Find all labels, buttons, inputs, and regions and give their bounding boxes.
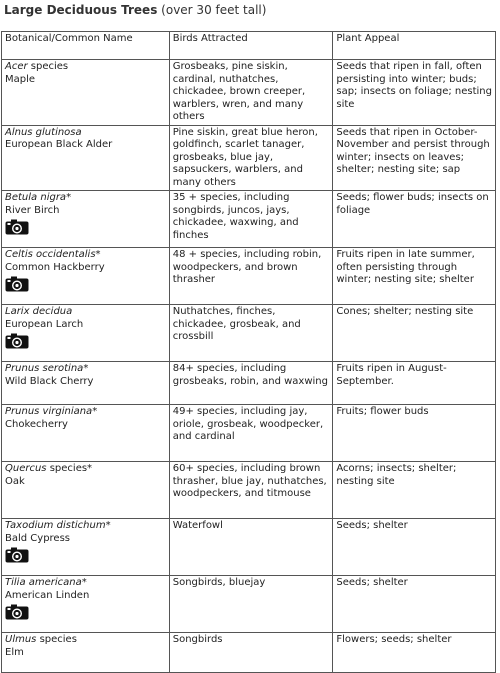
botanical-suffix: species [27,61,69,72]
common-name: European Black Alder [5,139,113,150]
birds-cell: 84+ species, including grosbeaks, robin, and waxwing [169,362,333,405]
botanical-name: Larix decidua [5,306,73,317]
table-row [2,405,496,462]
botanical-name: Ulmus [5,634,37,645]
column-header-name: Botanical/Common Name [2,32,170,60]
camera-icon[interactable] [5,276,29,292]
botanical-suffix: * [66,192,72,203]
appeal-cell: Seeds that ripen in October-November and persist through winter; insects on leaves; shelter; nesting site; sap [333,125,496,191]
column-header-birds: Birds Attracted [169,32,333,60]
name-cell [2,191,170,248]
birds-cell: 35 + species, including songbirds, juncos, jays, chickadee, waxwing, and finches [169,191,333,248]
camera-icon[interactable] [5,333,29,349]
common-name: American Linden [5,589,90,601]
botanical-name: Prunus serotina [5,363,84,374]
botanical-suffix: species* [46,463,93,474]
birds-cell: 60+ species, including brown thrasher, blue jay, nuthatches, woodpeckers, and titmouse [169,462,333,519]
botanical-name: Prunus virginiana [5,406,93,417]
botanical-suffix: * [95,249,101,260]
table-row [2,633,496,673]
birds-cell: Songbirds, bluejay [169,576,333,633]
botanical-suffix: * [105,520,111,531]
botanical-suffix: * [92,406,98,417]
botanical-suffix: * [83,363,89,374]
appeal-cell: Fruits ripen in late summer, often persisting through winter; nesting site; shelter [333,248,496,305]
common-name: Wild Black Cherry [5,375,94,387]
botanical-name: Betula nigra [5,192,67,203]
birds-cell: Waterfowl [169,519,333,576]
table-row [2,519,496,576]
name-cell [2,405,170,462]
name-cell [2,576,170,633]
birds-cell: Songbirds [169,633,333,673]
table-row [2,248,496,305]
birds-cell: 49+ species, including jay, oriole, grosbeak, woodpecker, and cardinal [169,405,333,462]
name-cell [2,248,170,305]
table-row [2,576,496,633]
botanical-name: Alnus glutinosa [5,126,82,138]
name-cell [2,362,170,405]
table-header-row [2,32,496,60]
birds-cell: 48 + species, including robin, woodpeckers, and brown thrasher [169,248,333,305]
camera-icon[interactable] [5,219,29,235]
page-heading [4,3,266,17]
table-row [2,60,496,126]
name-cell [2,125,170,191]
name-cell [2,305,170,362]
botanical-name: Taxodium distichum [5,520,106,531]
table-row [2,125,496,191]
birds-cell: Grosbeaks, pine siskin, cardinal, nuthatches, chickadee, brown creeper, warblers, wren, and many others [169,60,333,126]
appeal-cell: Fruits; flower buds [333,405,496,462]
common-name: River Birch [5,204,60,216]
appeal-cell: Seeds; shelter [333,519,496,576]
birds-cell: Nuthatches, finches, chickadee, grosbeak, and crossbill [169,305,333,362]
common-name: Bald Cypress [5,532,71,544]
camera-icon[interactable] [5,547,29,563]
common-name: Common Hackberry [5,261,105,273]
appeal-cell: Seeds that ripen in fall, often persisting into winter; buds; sap; insects on foliage; nesting site [333,60,496,126]
heading-subtitle: (over 30 feet tall) [161,3,267,17]
appeal-cell: Flowers; seeds; shelter [333,633,496,673]
name-cell [2,633,170,673]
botanical-name: Tilia americana [5,577,82,588]
camera-icon[interactable] [5,604,29,620]
common-name: Chokecherry [5,418,68,430]
table-row [2,362,496,405]
name-cell [2,60,170,126]
botanical-name: Celtis occidentalis [5,249,96,260]
botanical-name: Quercus [5,463,47,474]
table-row [2,191,496,248]
table-row [2,462,496,519]
table-row [2,305,496,362]
common-name: Elm [5,646,24,658]
botanical-suffix: species [36,634,77,645]
appeal-cell: Cones; shelter; nesting site [333,305,496,362]
appeal-cell: Acorns; insects; shelter; nesting site [333,462,496,519]
common-name: Oak [5,475,25,487]
name-cell [2,462,170,519]
appeal-cell: Seeds; shelter [333,576,496,633]
heading-title: Large Deciduous Trees [4,3,158,17]
common-name: European Larch [5,318,84,330]
name-cell [2,519,170,576]
appeal-cell: Fruits ripen in August-September. [333,362,496,405]
botanical-name: Acer [5,61,28,72]
birds-cell: Pine siskin, great blue heron, goldfinch, scarlet tanager, grosbeaks, blue jay, sapsuckers, warblers, and many others [169,125,333,191]
botanical-suffix: * [81,577,87,588]
column-header-appeal: Plant Appeal [333,32,496,60]
appeal-cell: Seeds; flower buds; insects on foliage [333,191,496,248]
trees-table [1,31,496,673]
common-name: Maple [5,73,36,85]
